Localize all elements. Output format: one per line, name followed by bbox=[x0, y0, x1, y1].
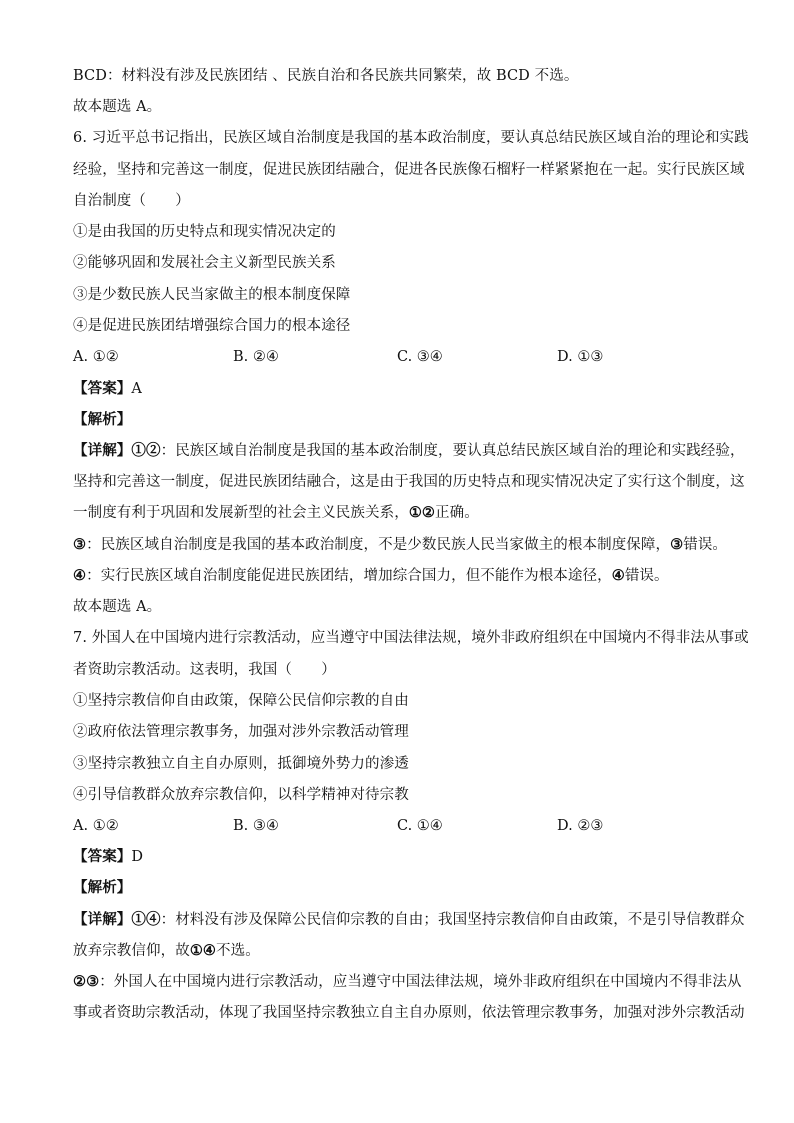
text-segment: 者资助宗教活动。这表明，我国（ ） bbox=[73, 662, 336, 678]
text-segment: 错误。 bbox=[624, 568, 669, 584]
answer-option: A. ①② bbox=[73, 818, 119, 834]
bold-text-segment: 【答案】 bbox=[73, 848, 132, 865]
bold-text-segment: ④ bbox=[611, 567, 625, 584]
text-line bbox=[73, 379, 733, 399]
text-segment: ③是少数民族人民当家做主的根本制度保障 bbox=[73, 287, 351, 303]
text-line bbox=[73, 97, 733, 117]
text-line bbox=[73, 1003, 745, 1023]
text-segment: 经验，坚持和完善这一制度，促进民族团结融合，促进各民族像石榴籽一样紧紧抱在一起。实行民族区域 bbox=[73, 162, 745, 178]
text-line bbox=[73, 691, 733, 711]
text-segment: 一制度有利于巩固和发展新型的社会主义民族关系， bbox=[73, 505, 409, 521]
text-segment: ：材料没有涉及保障公民信仰宗教的自由；我国坚持宗教信仰自由政策，不是引导信教群众 bbox=[160, 912, 745, 928]
text-line bbox=[73, 316, 733, 336]
bold-text-segment: ①④ bbox=[189, 942, 217, 959]
text-line bbox=[73, 503, 733, 523]
answer-option: B. ③④ bbox=[233, 818, 279, 834]
text-segment: ：民族区域自治制度是我国的基本政治制度，不是少数民族人民当家做主的根本制度保障， bbox=[86, 537, 671, 553]
text-line bbox=[73, 722, 733, 742]
text-line bbox=[73, 754, 733, 774]
bold-text-segment: 【答案】 bbox=[73, 380, 132, 397]
text-segment: ④引导信教群众放弃宗教信仰，以科学精神对待宗教 bbox=[73, 787, 409, 803]
bold-text-segment: 【详解】 bbox=[73, 442, 132, 459]
text-segment: 故本题选 A。 bbox=[73, 599, 162, 615]
text-segment: 故本题选 A。 bbox=[73, 99, 162, 115]
text-line bbox=[73, 847, 733, 867]
answer-option: A. ①② bbox=[73, 349, 119, 365]
text-line bbox=[73, 128, 749, 148]
text-line bbox=[73, 535, 733, 555]
text-line bbox=[73, 66, 733, 86]
answer-option: D. ②③ bbox=[557, 818, 604, 834]
bold-text-segment: ①② bbox=[408, 504, 436, 521]
text-segment: 错误。 bbox=[683, 537, 728, 553]
text-segment: ：民族区域自治制度是我国的基本政治制度，要认真总结民族区域自治的理论和实践经验， bbox=[160, 443, 745, 459]
answer-option: C. ①④ bbox=[397, 818, 443, 834]
text-line bbox=[73, 441, 745, 461]
text-segment: ②能够巩固和发展社会主义新型民族关系 bbox=[73, 255, 336, 271]
bold-text-segment: ②③ bbox=[73, 973, 100, 990]
text-segment: 不选。 bbox=[216, 943, 260, 959]
text-line bbox=[73, 253, 733, 273]
text-segment: BCD：材料没有涉及民族团结 、民族自治和各民族共同繁荣，故 BCD 不选。 bbox=[73, 68, 579, 84]
text-line bbox=[73, 597, 733, 617]
text-line bbox=[73, 566, 733, 586]
answer-option: C. ③④ bbox=[397, 349, 443, 365]
text-line bbox=[73, 285, 733, 305]
bold-text-segment: ①② bbox=[131, 442, 161, 459]
text-line bbox=[73, 410, 733, 430]
text-line bbox=[73, 785, 733, 805]
text-line bbox=[73, 628, 749, 648]
answer-option: D. ①③ bbox=[557, 349, 604, 365]
text-segment: ：外国人在中国境内进行宗教活动，应当遵守中国法律法规，境外非政府组织在中国境内不得非法从 bbox=[99, 974, 742, 990]
text-segment: D bbox=[131, 849, 144, 865]
text-segment: ①是由我国的历史特点和现实情况决定的 bbox=[73, 224, 336, 240]
text-segment: ②政府依法管理宗教事务，加强对涉外宗教活动管理 bbox=[73, 724, 409, 740]
text-segment: 放弃宗教信仰，故 bbox=[73, 943, 190, 959]
text-line bbox=[73, 972, 742, 992]
text-line bbox=[73, 160, 745, 180]
text-line bbox=[73, 191, 733, 211]
text-line bbox=[73, 472, 745, 492]
text-line bbox=[73, 878, 733, 898]
text-segment: 自治制度（ ） bbox=[73, 193, 190, 209]
bold-text-segment: 【解析】 bbox=[73, 879, 132, 896]
text-line bbox=[73, 910, 745, 930]
text-segment: 6. 习近平总书记指出，民族区域自治制度是我国的基本政治制度，要认真总结民族区域自治的理论和实践 bbox=[73, 130, 749, 146]
text-segment: ④是促进民族团结增强综合国力的根本途径 bbox=[73, 318, 351, 334]
text-line bbox=[73, 941, 733, 961]
bold-text-segment: ④ bbox=[73, 567, 87, 584]
text-segment: ①坚持宗教信仰自由政策，保障公民信仰宗教的自由 bbox=[73, 693, 409, 709]
text-segment: A bbox=[131, 381, 142, 397]
bold-text-segment: 【解析】 bbox=[73, 411, 132, 428]
text-segment: 7. 外国人在中国境内进行宗教活动，应当遵守中国法律法规，境外非政府组织在中国境内不得非法从事或 bbox=[73, 630, 749, 646]
text-segment: ③坚持宗教独立自主自办原则，抵御境外势力的渗透 bbox=[73, 756, 409, 772]
text-segment: 事或者资助宗教活动，体现了我国坚持宗教独立自主自办原则，依法管理宗教事务，加强对涉外宗教活动 bbox=[73, 1005, 745, 1021]
text-segment: ：实行民族区域自治制度能促进民族团结，增加综合国力，但不能作为根本途径， bbox=[86, 568, 612, 584]
bold-text-segment: ③ bbox=[73, 536, 87, 553]
bold-text-segment: ①④ bbox=[131, 911, 161, 928]
bold-text-segment: 【详解】 bbox=[73, 911, 132, 928]
bold-text-segment: ③ bbox=[670, 536, 684, 553]
text-line bbox=[73, 660, 733, 680]
text-segment: 正确。 bbox=[435, 505, 479, 521]
answer-option: B. ②④ bbox=[233, 349, 279, 365]
text-segment: 坚持和完善这一制度，促进民族团结融合，这是由于我国的历史特点和现实情况决定了实行这个制度，这 bbox=[73, 474, 745, 490]
text-line bbox=[73, 222, 733, 242]
